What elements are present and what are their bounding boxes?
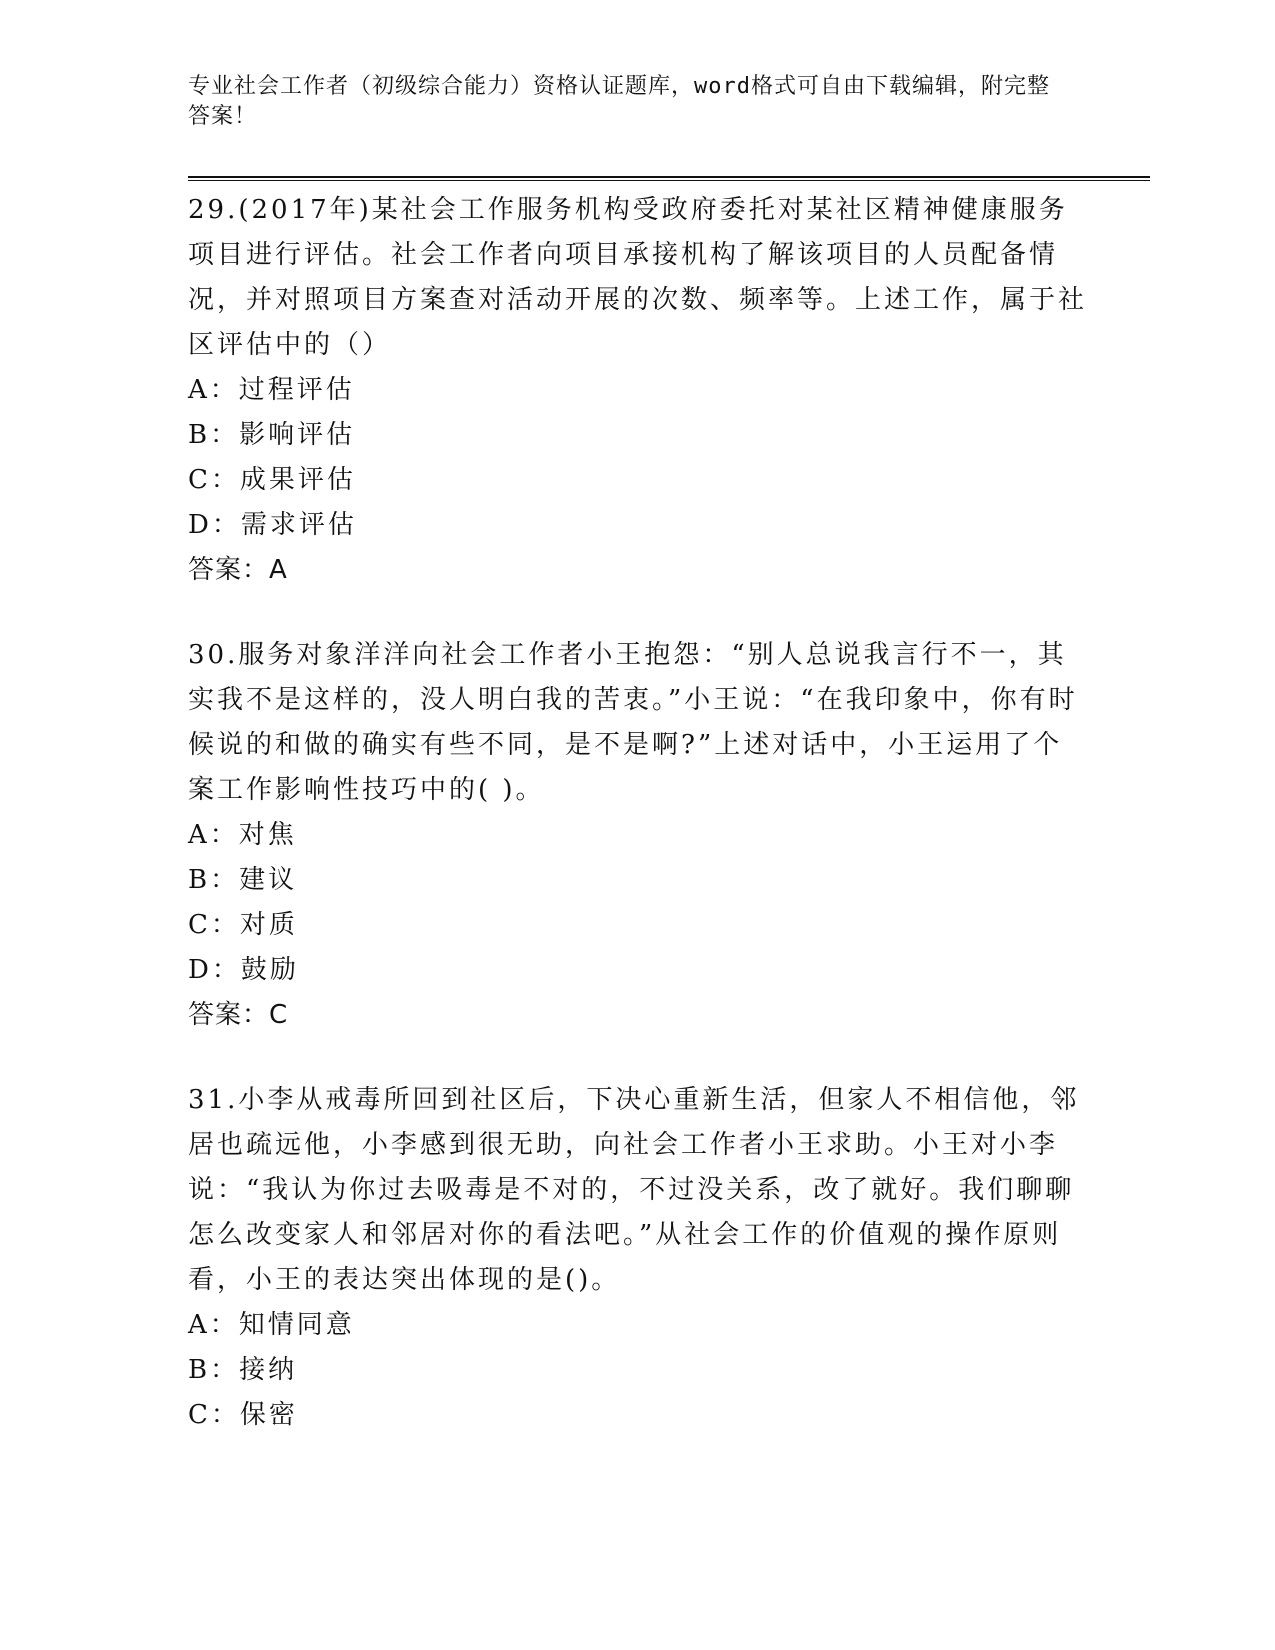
answer-line: 答案：A bbox=[188, 555, 288, 585]
document-header: 专业社会工作者（初级综合能力）资格认证题库，word格式可自由下载编辑，附完整答案！ bbox=[188, 74, 1050, 129]
answer-line: 答案：C bbox=[188, 1000, 289, 1030]
option-d: D：需求评估 bbox=[188, 510, 357, 540]
option-d: D：鼓励 bbox=[188, 955, 299, 985]
question-stem: 30.服务对象洋洋向社会工作者小王抱怨：“别人总说我言行不一，其实我不是这样的，没人明白我的苦衷。”小王说：“在我印象中，你有时候说的和做的确实有些不同，是不是啊?”上述对话中，小王运用了个案工作影响性技巧中的( )。 bbox=[188, 640, 1078, 805]
question-stem: 31.小李从戒毒所回到社区后，下决心重新生活，但家人不相信他，邻居也疏远他，小李感到很无助，向社会工作者小王求助。小王对小李说：“我认为你过去吸毒是不对的，不过没关系，改了就好。我们聊聊怎么改变家人和邻居对你的看法吧。”从社会工作的价值观的操作原则看，小王的表达突出体现的是()。 bbox=[188, 1085, 1080, 1295]
option-c: C：成果评估 bbox=[188, 465, 356, 495]
option-c: C：对质 bbox=[188, 910, 298, 940]
option-a: A：过程评估 bbox=[188, 375, 355, 405]
option-c: C：保密 bbox=[188, 1400, 298, 1430]
question-30 bbox=[188, 633, 1088, 1038]
option-b: B：接纳 bbox=[188, 1355, 298, 1385]
question-31 bbox=[188, 1078, 1088, 1438]
question-29 bbox=[188, 188, 1088, 593]
header-divider bbox=[188, 176, 1150, 181]
option-b: B：建议 bbox=[188, 865, 298, 895]
question-list bbox=[188, 188, 1088, 1478]
option-a: A：知情同意 bbox=[188, 1310, 355, 1340]
question-stem: 29.(2017年)某社会工作服务机构受政府委托对某社区精神健康服务项目进行评估。社会工作者向项目承接机构了解该项目的人员配备情况，并对照项目方案查对活动开展的次数、频率等。上述工作，属于社区评估中的（） bbox=[188, 195, 1088, 360]
option-b: B：影响评估 bbox=[188, 420, 356, 450]
option-a: A：对焦 bbox=[188, 820, 297, 850]
